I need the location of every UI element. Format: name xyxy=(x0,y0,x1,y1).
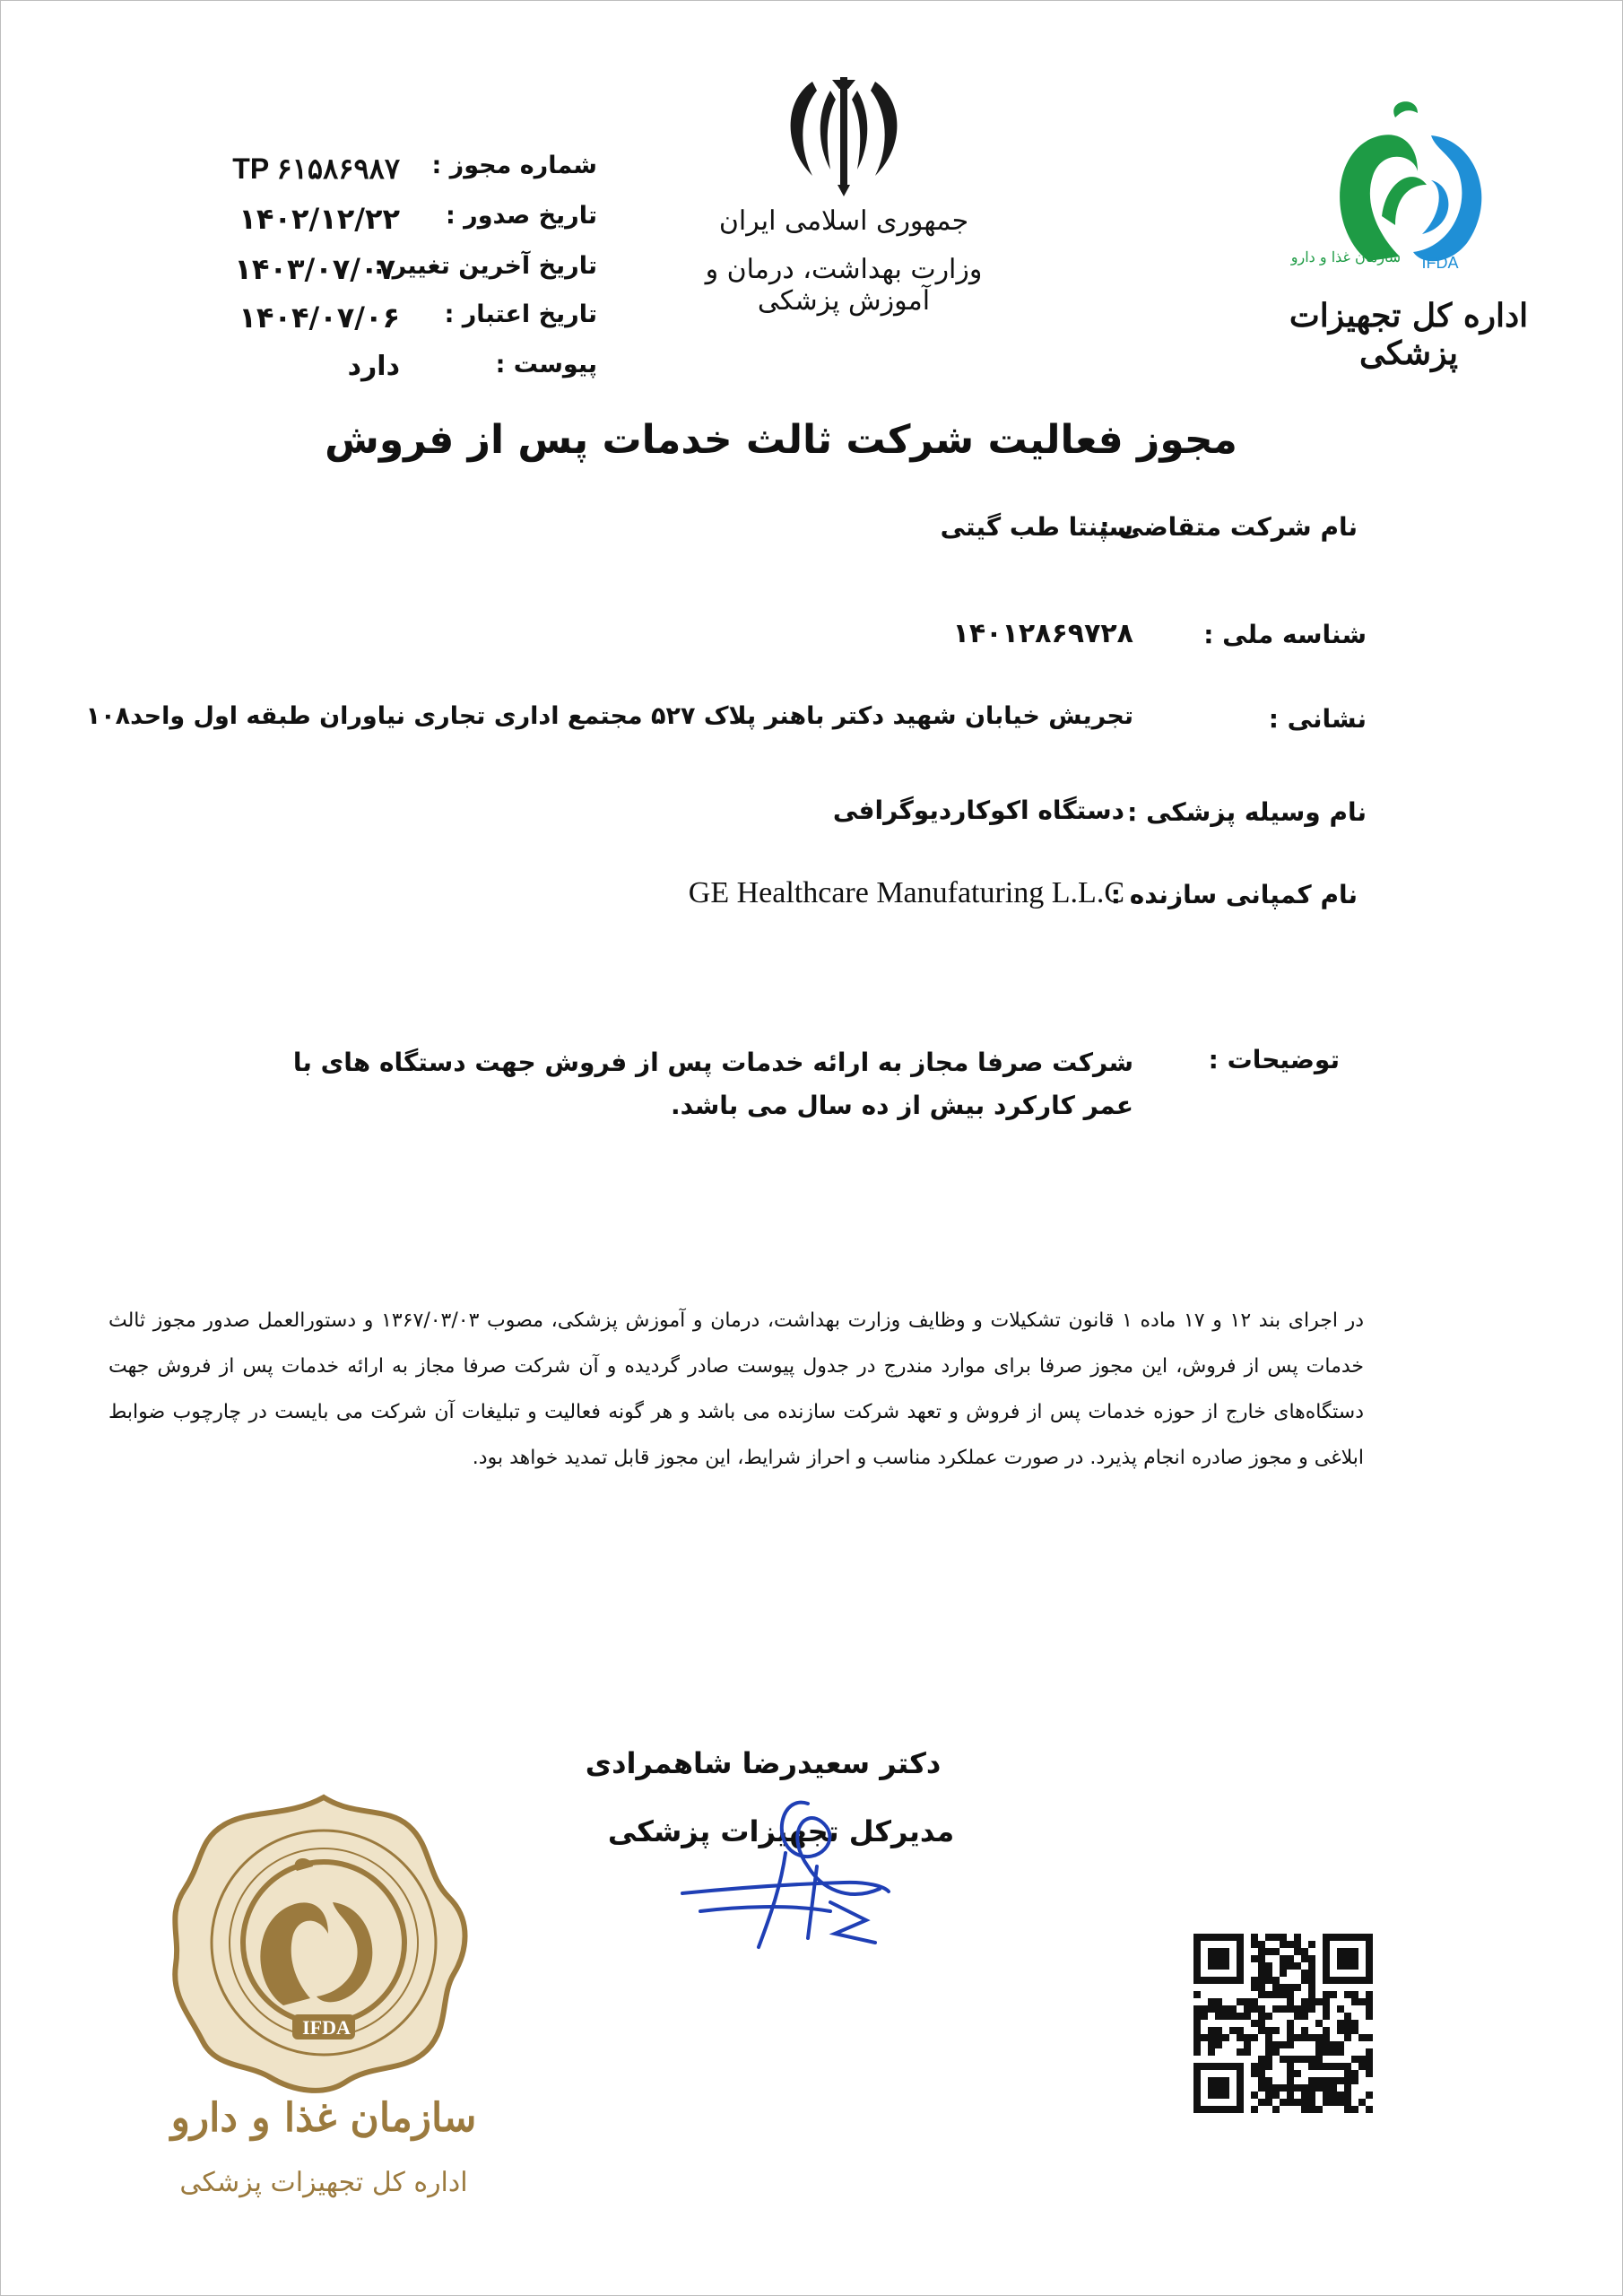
ifda-caption: اداره کل تجهیزات پزشکی xyxy=(1289,297,1529,372)
legal-paragraph: در اجرای بند ۱۲ و ۱۷ ماده ۱ قانون تشکیلات و وظایف وزارت بهداشت، درمان و آموزش پزشکی، مصوب ۱۳۶۷/۰۳/۰۳ و دستورالعمل صدور مجوز ثالث خدمات پس از فروش، این مجوز صرفا برای موارد مندرج در جدول پیوست صادر گردیده و آن شرکت صرفا مجاز به ارائه خدمات پس از فروش جهت دستگاه‌های خارج از حوزه خدمات پس از فروش و تعهد شرکت سازنده می باشد و هر گونه فعالیت و تبلیغات آن شرکت می بایست در چارچوب ضوابط ابلاغی و مجوز صادره انجام پذیرد. در صورت عملکرد مناسب و احراز شرایط، این مجوز قابل تمدید خواهد بود. xyxy=(108,1309,1364,1469)
seal-caption-1: سازمان غذا و دارو xyxy=(170,2095,477,2141)
applicant-value: سپنتا طب گیتی xyxy=(940,512,1133,542)
ifda-logo-block xyxy=(1288,91,1530,372)
seal-abbr: IFDA xyxy=(302,2016,351,2039)
ifda-seal-icon xyxy=(162,1790,485,2095)
meta-label: تاریخ آخرین تغییر : xyxy=(374,252,597,280)
signature-block xyxy=(575,1741,955,1974)
device-value: دستگاه اکوکاردیوگرافی xyxy=(832,796,1124,825)
address-label: نشانی : xyxy=(1268,704,1367,734)
meta-label: شماره مجوز : xyxy=(431,152,597,179)
ifda-seal-block xyxy=(153,1790,494,2239)
notes-value: شرکت صرفا مجاز به ارائه خدمات پس از فروش جهت دستگاه های با عمر کارکرد بیش از ده سال می باشد. xyxy=(292,1048,1133,1120)
qr-code-icon xyxy=(1193,1934,1373,2113)
emblem-line1: جمهوری اسلامی ایران xyxy=(718,205,969,237)
emblem-block xyxy=(678,73,1010,324)
meta-last-change-date xyxy=(113,252,597,299)
meta-value: ۱۴۰۲/۱۲/۲۲ xyxy=(239,202,400,236)
meta-value: ۱۴۰۳/۰۷/۰۷ xyxy=(234,252,395,286)
seal-caption-2: اداره کل تجهیزات پزشکی xyxy=(179,2167,468,2198)
device-label: نام وسیله پزشکی : xyxy=(1127,797,1367,827)
iran-emblem-icon xyxy=(777,73,911,198)
ifda-abbr: IFDA xyxy=(1421,254,1459,272)
signatory-title: مدیرکل تجهیزات پزشکی xyxy=(607,1814,955,1848)
meta-issue-date xyxy=(113,202,597,248)
emblem-line2: وزارت بهداشت، درمان و آموزش پزشکی xyxy=(705,254,983,317)
meta-value: TP ۶۱۵۸۶۹۸۷ xyxy=(232,152,400,185)
national-id-value: ۱۴۰۱۲۸۶۹۷۲۸ xyxy=(952,618,1133,649)
document-title: مجوز فعالیت شرکت ثالث خدمات پس از فروش xyxy=(325,417,1237,463)
meta-validity-date xyxy=(113,300,597,347)
meta-label: پیوست : xyxy=(495,351,597,378)
manufacturer-label: نام کمپانی سازنده : xyxy=(1110,880,1358,909)
meta-license-number xyxy=(113,152,597,198)
meta-label: تاریخ اعتبار : xyxy=(444,300,597,328)
meta-attachment xyxy=(113,351,597,397)
national-id-label: شناسه ملی : xyxy=(1203,620,1367,649)
manufacturer-value: GE Healthcare Manufaturing L.L.C xyxy=(688,876,1124,909)
applicant-label: نام شرکت متقاضی : xyxy=(1099,512,1358,542)
meta-value: ۱۴۰۴/۰۷/۰۶ xyxy=(239,300,400,335)
address-value: تجریش خیابان شهید دکتر باهنر پلاک ۵۲۷ مجتمع اداری تجاری نیاوران طبقه اول واحد۱۰۸ xyxy=(85,702,1133,730)
qr-code xyxy=(1193,1934,1373,2113)
notes-label: توضیحات : xyxy=(1208,1045,1340,1074)
meta-label: تاریخ صدور : xyxy=(445,202,597,230)
meta-value: دارد xyxy=(347,351,400,382)
signatory-name: دکتر سعیدرضا شاهمرادی xyxy=(585,1746,942,1780)
ifda-small-text: سازمان غذا و دارو xyxy=(1290,248,1402,265)
signature-icon xyxy=(673,1786,924,1965)
